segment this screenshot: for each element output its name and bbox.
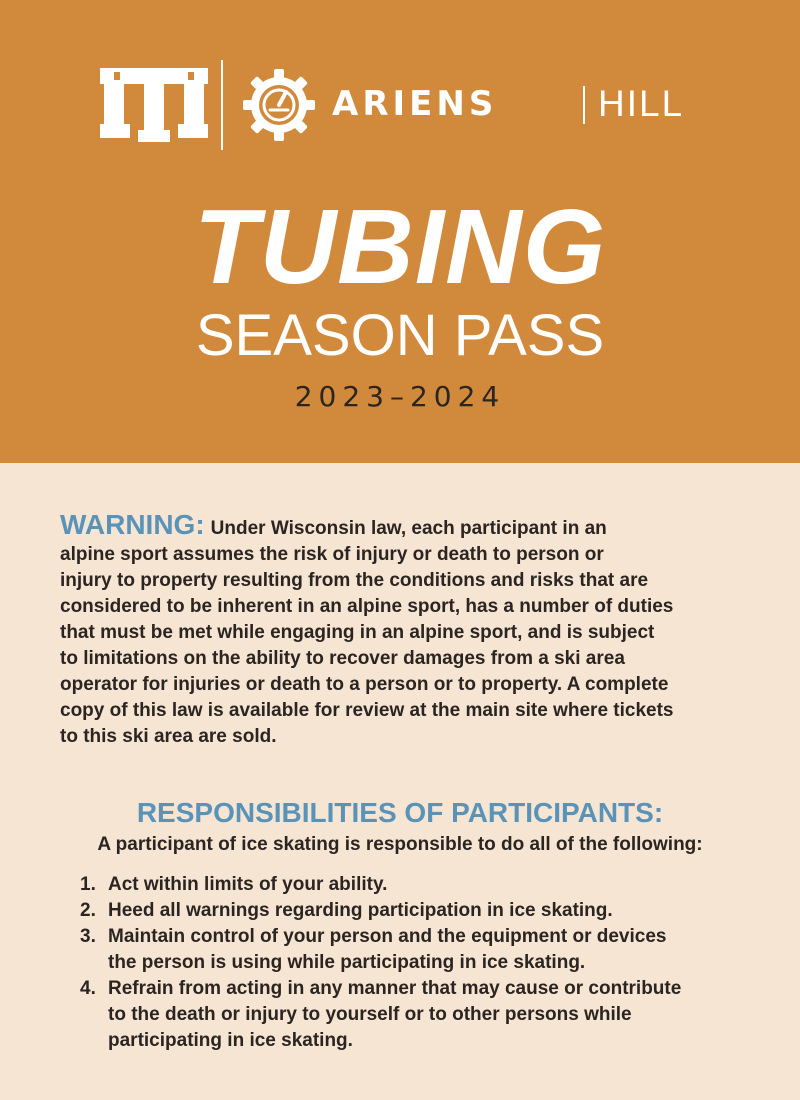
warning-text-line: copy of this law is available for review at the main site where tickets <box>60 700 674 721</box>
brand-name: ARIENS <box>332 84 498 124</box>
ariens-gear-icon <box>242 68 316 142</box>
page-title: TUBING <box>193 188 607 306</box>
list-item-text: participating in ice skating. <box>108 1030 353 1051</box>
warning-section <box>60 509 760 750</box>
warning-text-line: to limitations on the ability to recover damages from a ski area <box>60 648 625 669</box>
logo-row <box>100 60 720 150</box>
warning-text-line: Under Wisconsin law, each participant in an <box>210 518 607 539</box>
brand-suffix: HILL <box>598 83 685 124</box>
list-item-text: to the death or injury to yourself or to other persons while <box>108 1004 632 1025</box>
brand-separator <box>583 86 585 124</box>
list-item-number: 3. <box>80 926 96 947</box>
warning-text-line: considered to be inherent in an alpine sport, has a number of duties <box>60 596 674 617</box>
list-item-number: 1. <box>80 874 96 895</box>
season-years: 2023–2024 <box>294 380 506 413</box>
list-item <box>80 898 770 924</box>
list-item-text: Heed all warnings regarding participation in ice skating. <box>108 900 613 921</box>
responsibilities-heading: RESPONSIBILITIES OF PARTICIPANTS: <box>136 797 664 828</box>
page-subtitle: SEASON PASS <box>195 303 605 368</box>
warning-first-line <box>60 509 760 542</box>
list-item-text: Act within limits of your ability. <box>108 874 388 895</box>
responsibilities-list <box>80 872 770 1054</box>
list-item-text: Maintain control of your person and the equipment or devices <box>108 926 667 947</box>
list-item-number: 4. <box>80 978 96 999</box>
list-item <box>80 976 770 1054</box>
university-m-logo-icon <box>100 68 208 142</box>
warning-text-line: that must be met while engaging in an alpine sport, and is subject <box>60 622 655 643</box>
warning-heading: WARNING: <box>60 509 205 540</box>
list-item <box>80 924 770 976</box>
warning-text-line: injury to property resulting from the conditions and risks that are <box>60 570 649 591</box>
header-banner <box>0 0 800 463</box>
responsibilities-intro: A participant of ice skating is responsible to do all of the following: <box>97 834 703 855</box>
list-item-text: the person is using while participating in ice skating. <box>108 952 586 973</box>
warning-text-line: alpine sport assumes the risk of injury or death to person or <box>60 544 604 565</box>
list-item-number: 2. <box>80 900 96 921</box>
warning-text-line: to this ski area are sold. <box>60 726 277 747</box>
warning-text-line: operator for injuries or death to a person or to property. A complete <box>60 674 669 695</box>
list-item <box>80 872 770 898</box>
logo-divider <box>221 60 223 150</box>
list-item-text: Refrain from acting in any manner that may cause or contribute <box>108 978 682 999</box>
